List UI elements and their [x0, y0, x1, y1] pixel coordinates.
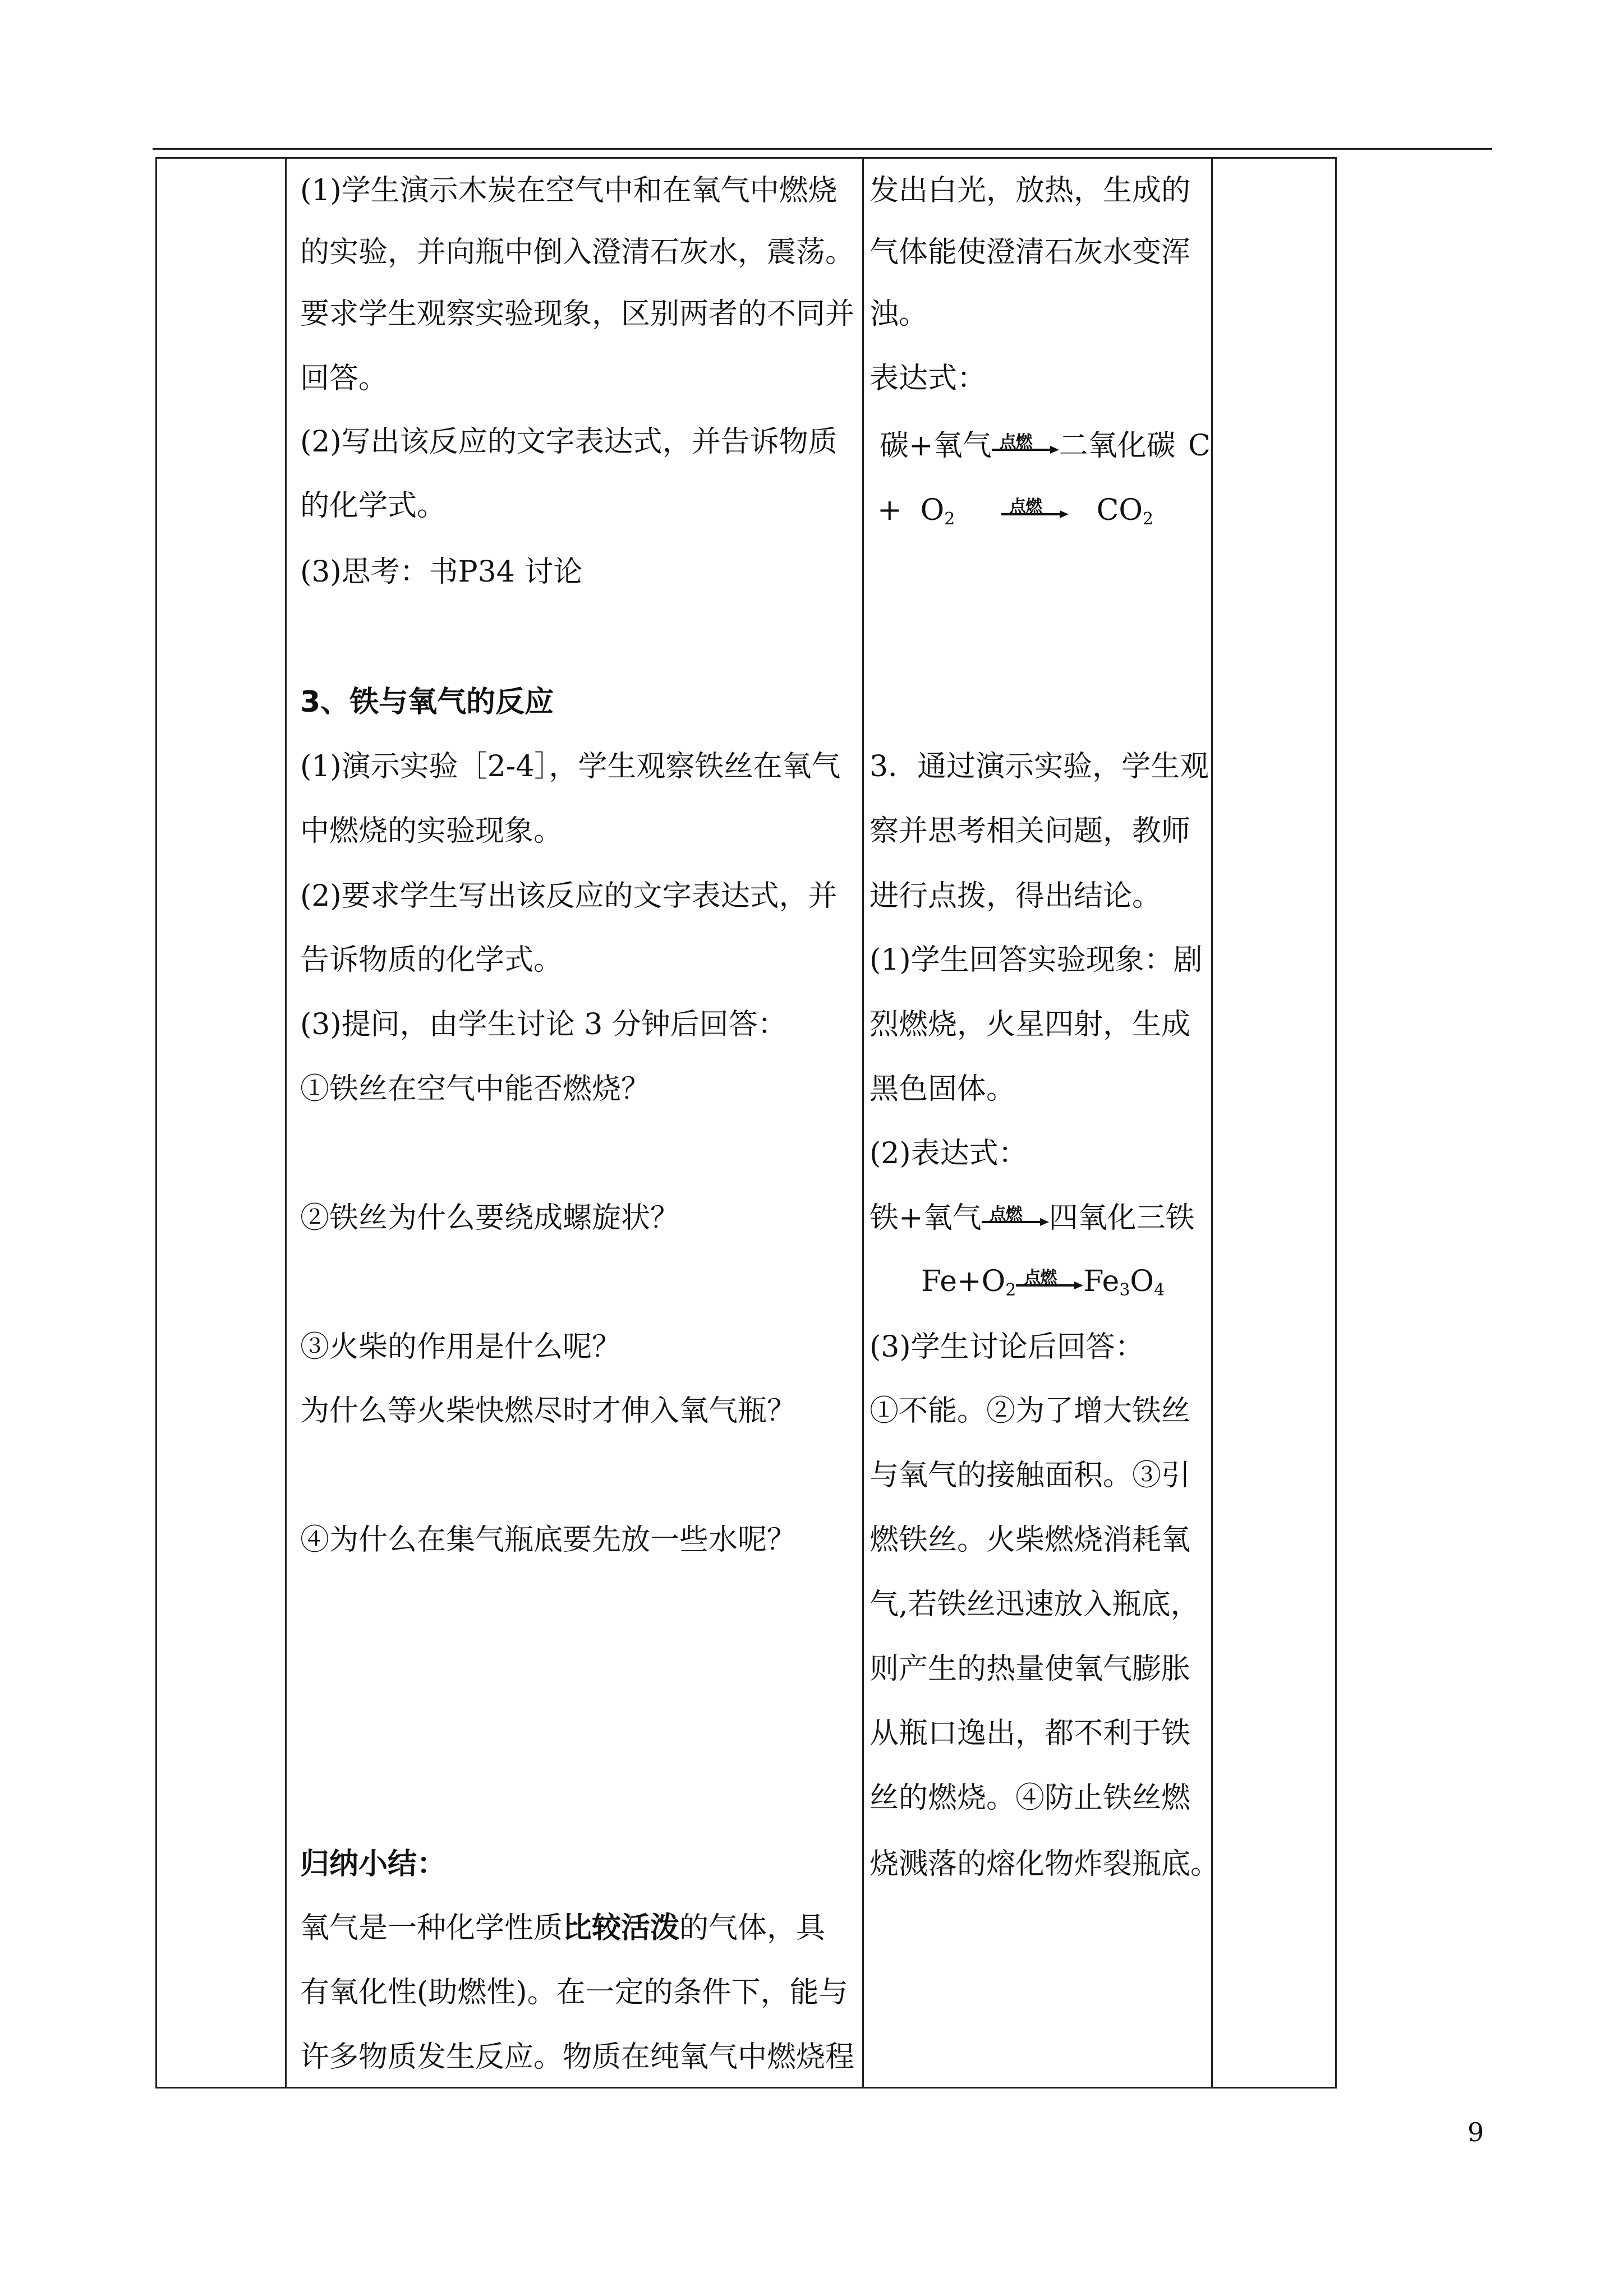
- reaction-condition: 点燃: [1024, 1268, 1057, 1288]
- formula-subscript: 2: [1005, 1280, 1016, 1300]
- intro-line: (1)学生演示木炭在空气中和在氧气中燃烧: [300, 174, 838, 208]
- summary-line: [300, 1911, 825, 1945]
- equation-product: 四氧化三铁: [1048, 1201, 1195, 1235]
- formula-product: CO: [1096, 494, 1143, 527]
- iron-word-equation: [869, 1201, 1195, 1235]
- equation-reactants: 碳+氧气: [880, 429, 992, 463]
- question-2: ②铁丝为什么要绕成螺旋状？: [300, 1201, 680, 1235]
- iron-intro-line: 进行点拨，得出结论。: [869, 879, 1162, 913]
- equation-product: 二氧化碳: [1059, 429, 1176, 463]
- question-3: ③火柴的作用是什么呢？: [300, 1330, 622, 1364]
- carbon-observation: 浊。: [869, 297, 928, 331]
- intro-line: (3)思考：书P34 讨论: [300, 555, 583, 589]
- reaction-arrow-icon: [1001, 494, 1069, 527]
- section-3-line: 告诉物质的化学式。: [300, 943, 563, 977]
- summary-text: 氧气是一种化学性质: [300, 1911, 563, 1945]
- intro-line: 的实验，并向瓶中倒入澄清石灰水，震荡。: [300, 236, 855, 269]
- formula-subscript: 4: [1154, 1280, 1165, 1300]
- reaction-arrow-icon: [982, 1201, 1049, 1235]
- iron-answer-line: 燃铁丝。火柴燃烧消耗氧: [869, 1523, 1191, 1557]
- reaction-arrow-icon: [1016, 1265, 1083, 1298]
- iron-answer-line: 从瓶口逸出，都不利于铁: [869, 1717, 1191, 1750]
- formula-product: Fe: [1083, 1265, 1120, 1298]
- section-3-line: (2)要求学生写出该反应的文字表达式，并: [300, 879, 838, 913]
- intro-line: 要求学生观察实验现象，区别两者的不同并: [300, 297, 855, 331]
- formula-oxygen: O: [920, 494, 945, 527]
- question-4: ④为什么在集气瓶底要先放一些水呢？: [300, 1523, 797, 1557]
- section-3-line: 中燃烧的实验现象。: [300, 814, 563, 848]
- summary-line: 许多物质发生反应。物质在纯氧气中燃烧程: [300, 2040, 855, 2074]
- formula-subscript: 2: [1143, 509, 1154, 529]
- iron-answer-line: (3)学生讨论后回答：: [869, 1330, 1144, 1364]
- carbon-observation: 发出白光，放热，生成的: [869, 174, 1191, 208]
- summary-title: 归纳小结：: [300, 1847, 447, 1881]
- iron-intro-line: 烈燃烧，火星四射，生成: [869, 1008, 1191, 1041]
- reaction-arrow-icon: [992, 429, 1059, 463]
- formula-plus: +: [877, 494, 902, 527]
- iron-answer-line: 则产生的热量使氧气膨胀: [869, 1652, 1191, 1686]
- formula-subscript: 3: [1119, 1280, 1130, 1300]
- formula-product: O: [1130, 1265, 1154, 1298]
- iron-answer-line: 烧溅落的熔化物炸裂瓶底。: [869, 1847, 1220, 1881]
- page-number: 9: [1467, 2117, 1484, 2147]
- summary-text: 的气体，具: [679, 1911, 826, 1945]
- iron-intro-line: 察并思考相关问题，教师: [869, 814, 1191, 848]
- question-3-followup: 为什么等火柴快燃尽时才伸入氧气瓶？: [300, 1394, 797, 1428]
- intro-line: 回答。: [300, 362, 388, 395]
- equation-reactants: 铁+氧气: [869, 1201, 982, 1235]
- column-divider-2: [862, 157, 864, 2088]
- iron-answer-line: ①不能。②为了增大铁丝: [869, 1394, 1191, 1428]
- carbon-formula-equation: [877, 494, 1153, 536]
- reaction-condition: 点燃: [1009, 497, 1042, 517]
- intro-line: 的化学式。: [300, 489, 447, 523]
- formula-subscript: 2: [944, 509, 955, 529]
- iron-intro-line: 黑色固体。: [869, 1072, 1016, 1106]
- carbon-observation: 气体能使澄清石灰水变浑: [869, 236, 1191, 269]
- iron-formula-equation: [921, 1265, 1165, 1307]
- carbon-word-equation: [880, 429, 1176, 463]
- reaction-condition: 点燃: [989, 1205, 1022, 1224]
- formula-reactants: Fe+O: [921, 1265, 1006, 1298]
- column-divider-3: [1211, 157, 1213, 2088]
- reaction-condition: 点燃: [999, 432, 1032, 452]
- summary-line: 有氧化性(助燃性)。在一定的条件下，能与: [300, 1976, 848, 2009]
- carbon-formula-start: C: [1188, 429, 1211, 463]
- section-3-line: ①铁丝在空气中能否燃烧？: [300, 1072, 651, 1106]
- summary-emphasis: 比较活泼: [563, 1911, 680, 1945]
- section-3-title: 3、铁与氧气的反应: [300, 685, 554, 719]
- iron-answer-line: 气,若铁丝迅速放入瓶底，: [869, 1588, 1200, 1621]
- iron-answer-line: 与氧气的接触面积。③引: [869, 1459, 1191, 1492]
- intro-line: (2)写出该反应的文字表达式，并告诉物质: [300, 425, 838, 459]
- section-3-line: (3)提问，由学生讨论 3 分钟后回答：: [300, 1008, 787, 1041]
- iron-intro-line: (2)表达式：: [869, 1137, 1028, 1170]
- expression-label: 表达式：: [869, 362, 987, 395]
- section-3-line: (1)演示实验［2-4］，学生观察铁丝在氧气: [300, 750, 841, 783]
- iron-intro-line: 3．通过演示实验，学生观: [869, 750, 1209, 783]
- header-rule: [153, 148, 1492, 150]
- iron-answer-line: 丝的燃烧。④防止铁丝燃: [869, 1781, 1191, 1815]
- column-divider-1: [285, 157, 287, 2088]
- iron-intro-line: (1)学生回答实验现象：剧: [869, 943, 1203, 977]
